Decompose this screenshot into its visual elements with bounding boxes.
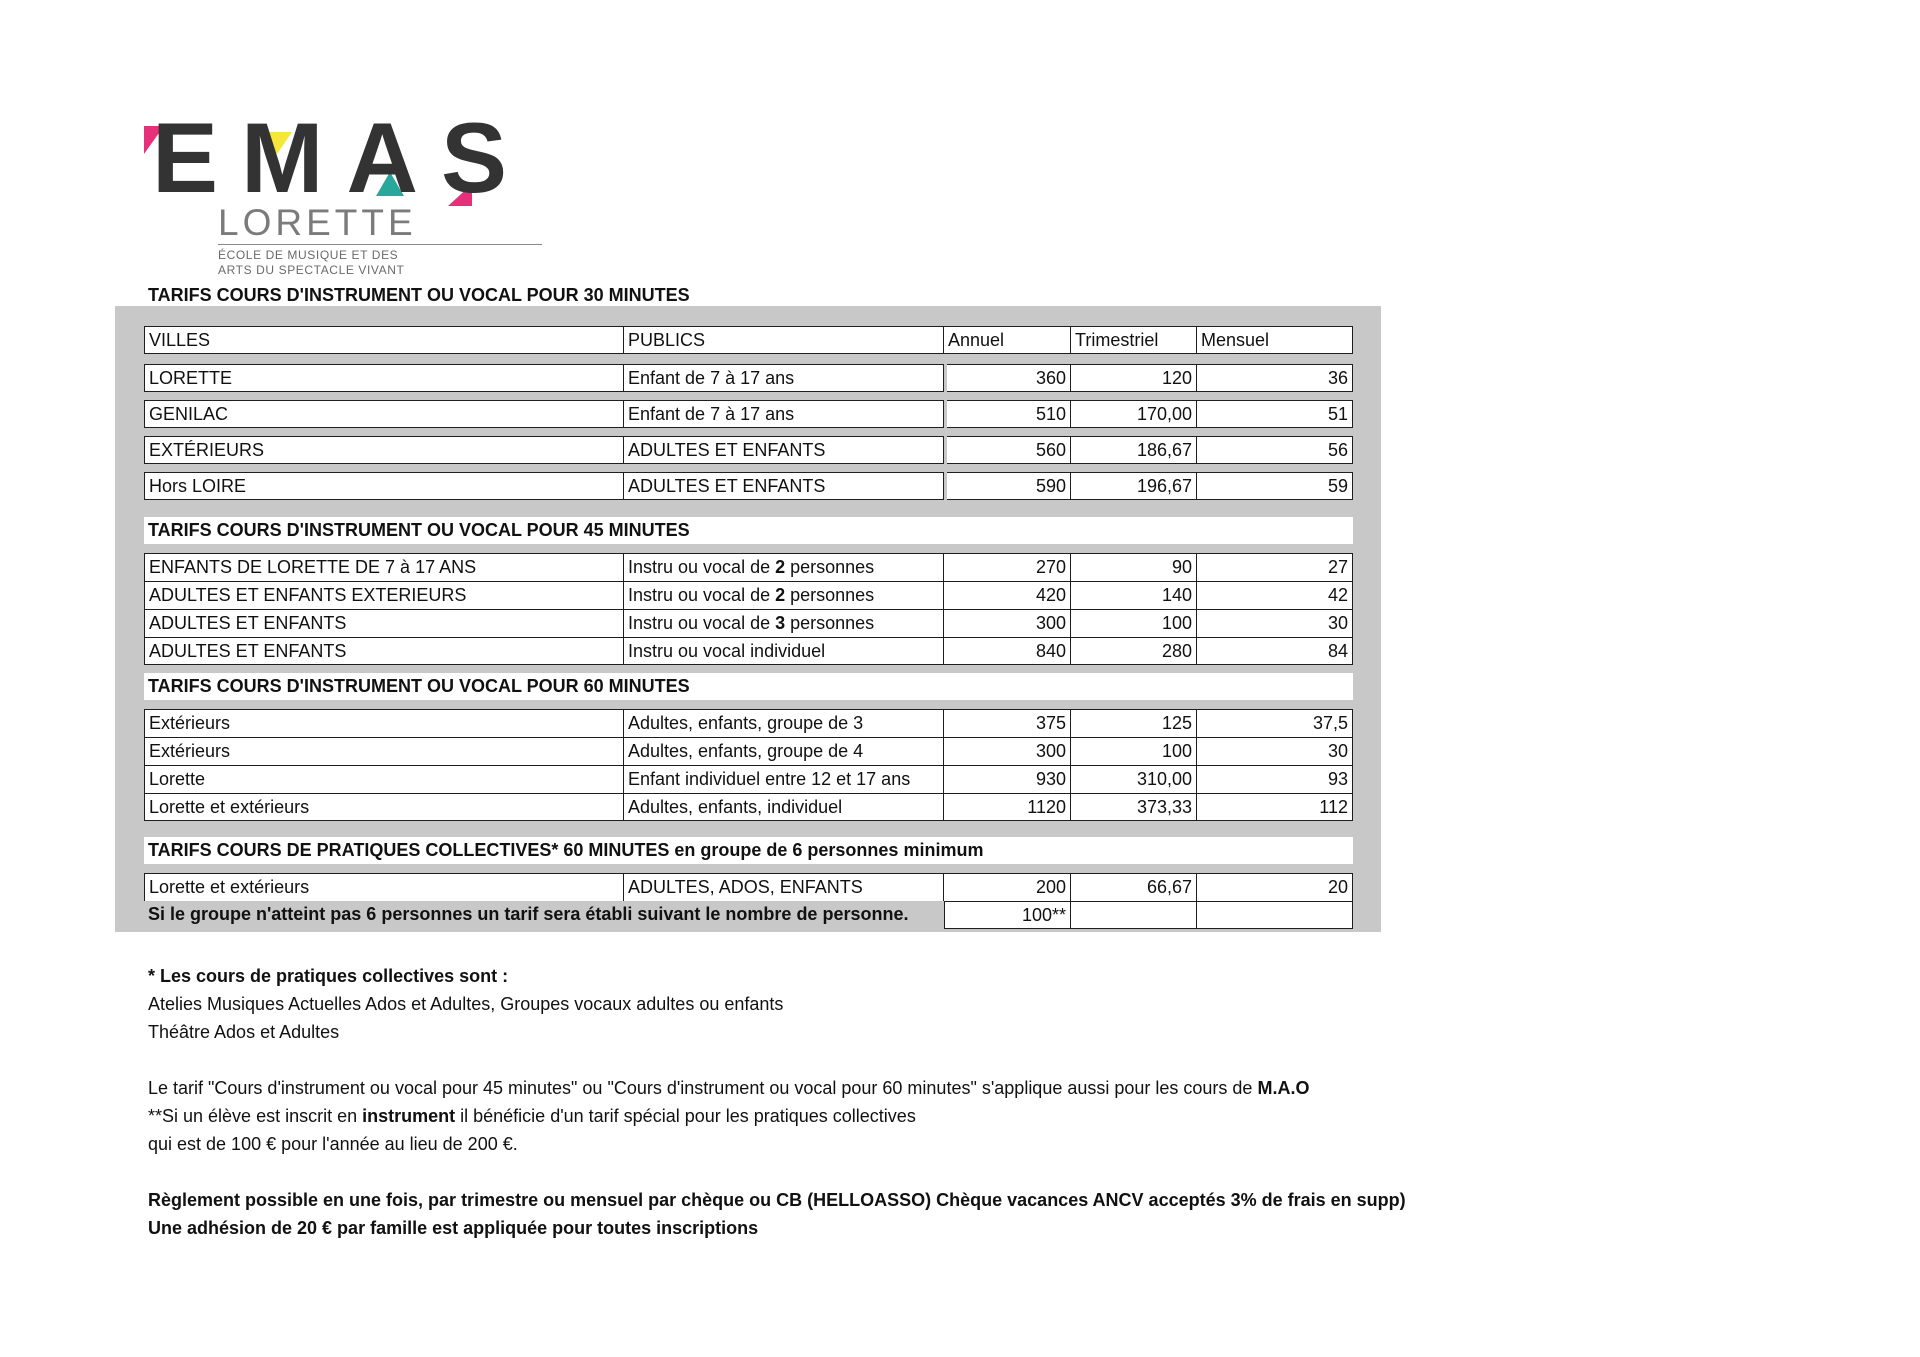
cell-ville: Lorette et extérieurs	[144, 793, 624, 821]
cell-annuel: 360	[947, 364, 1071, 392]
cell-annuel: 420	[944, 581, 1071, 609]
cell-annuel: 590	[947, 472, 1071, 500]
header-villes: VILLES	[144, 326, 624, 354]
table-row	[144, 364, 1353, 392]
table-row	[144, 709, 1353, 737]
cell-annuel: 200	[944, 873, 1071, 901]
cell-mensuel: 112	[1197, 793, 1353, 821]
table-row	[144, 873, 1353, 901]
mao-note: Le tarif "Cours d'instrument ou vocal pour 45 minutes" ou "Cours d'instrument ou vocal pour 60 minutes" s'applique aussi pour les cours de M.A.O	[148, 1078, 1310, 1098]
collectives-line-1: Atelies Musiques Actuelles Ados et Adultes, Groupes vocaux adultes ou enfants	[148, 994, 784, 1014]
cell-annuel: 510	[947, 400, 1071, 428]
cell-mensuel: 27	[1197, 553, 1353, 581]
cell-annuel: 375	[944, 709, 1071, 737]
cell-mensuel: 37,5	[1197, 709, 1353, 737]
cell-annuel: 1120	[944, 793, 1071, 821]
payment-note: Règlement possible en une fois, par trimestre ou mensuel par chèque ou CB (HELLOASSO) Chèque vacances ANCV acceptés 3% de frais en supp)	[148, 1190, 1406, 1210]
table-header-row	[144, 326, 1353, 354]
cell-annuel: 930	[944, 765, 1071, 793]
cell-annuel: 270	[944, 553, 1071, 581]
cell-trimestriel: 280	[1071, 637, 1197, 665]
cell-ville: Extérieurs	[144, 737, 624, 765]
cell-ville: Lorette	[144, 765, 624, 793]
cell-ville: ADULTES ET ENFANTS	[144, 609, 624, 637]
cell-ville: Hors LOIRE	[144, 472, 624, 500]
cell-public: Instru ou vocal individuel	[624, 637, 944, 665]
table-row	[144, 553, 1353, 581]
cell-ville: LORETTE	[144, 364, 624, 392]
cell-ville: Extérieurs	[144, 709, 624, 737]
cell-trimestriel: 100	[1071, 737, 1197, 765]
logo-tagline-1: ÉCOLE DE MUSIQUE ET DES	[218, 248, 399, 262]
table-row	[144, 637, 1353, 665]
section-30min-title: TARIFS COURS D'INSTRUMENT OU VOCAL POUR 30 MINUTES	[148, 285, 690, 305]
table-row	[144, 609, 1353, 637]
section-collectives-title: TARIFS COURS DE PRATIQUES COLLECTIVES* 60 MINUTES en groupe de 6 personnes minimum	[144, 837, 1353, 864]
collectives-title: * Les cours de pratiques collectives sont :	[148, 966, 509, 986]
cell-mensuel: 93	[1197, 765, 1353, 793]
cell-public: ADULTES ET ENFANTS	[624, 436, 944, 464]
cell-public: Adultes, enfants, individuel	[624, 793, 944, 821]
cell-annuel: 840	[944, 637, 1071, 665]
header-mensuel: Mensuel	[1197, 326, 1353, 354]
logo-tagline	[218, 248, 404, 278]
emas-logo	[142, 102, 531, 280]
table-row	[144, 400, 1353, 428]
cell-ville: GENILAC	[144, 400, 624, 428]
cell-mensuel: 56	[1197, 436, 1353, 464]
cell-ville: Lorette et extérieurs	[144, 873, 624, 901]
cell-trimestriel: 125	[1071, 709, 1197, 737]
cell-trimestriel: 310,00	[1071, 765, 1197, 793]
group-size-note: Si le groupe n'atteint pas 6 personnes un tarif sera établi suivant le nombre de personne.	[144, 901, 944, 929]
cell-public: Enfant de 7 à 17 ans	[624, 400, 944, 428]
cell-trimestriel: 170,00	[1071, 400, 1197, 428]
cell-ville: ADULTES ET ENFANTS EXTERIEURS	[144, 581, 624, 609]
table-row	[144, 765, 1353, 793]
cell-public: Adultes, enfants, groupe de 4	[624, 737, 944, 765]
cell-ville: ADULTES ET ENFANTS	[144, 637, 624, 665]
cell-public: Instru ou vocal de 2 personnes	[624, 553, 944, 581]
logo-location: LORETTE	[218, 202, 417, 243]
cell-ville: EXTÉRIEURS	[144, 436, 624, 464]
cell-public: Enfant de 7 à 17 ans	[624, 364, 944, 392]
cell-ville: ENFANTS DE LORETTE DE 7 à 17 ANS	[144, 553, 624, 581]
cell-mensuel: 42	[1197, 581, 1353, 609]
cell-public: Enfant individuel entre 12 et 17 ans	[624, 765, 944, 793]
cell-trimestriel: 90	[1071, 553, 1197, 581]
cell-trimestriel: 66,67	[1071, 873, 1197, 901]
cell-trimestriel: 186,67	[1071, 436, 1197, 464]
footnotes	[148, 962, 1406, 1242]
special-rate-note-2: qui est de 100 € pour l'année au lieu de 200 €.	[148, 1134, 518, 1154]
cell-annuel: 300	[944, 609, 1071, 637]
cell-mensuel: 51	[1197, 400, 1353, 428]
membership-note: Une adhésion de 20 € par famille est appliquée pour toutes inscriptions	[148, 1218, 759, 1238]
cell-mensuel: 20	[1197, 873, 1353, 901]
cell-mensuel-empty	[1197, 901, 1353, 929]
cell-trimestriel-empty	[1071, 901, 1197, 929]
cell-public: Adultes, enfants, groupe de 3	[624, 709, 944, 737]
logo-tagline-2: ARTS DU SPECTACLE VIVANT	[218, 263, 405, 277]
header-annuel: Annuel	[944, 326, 1071, 354]
logo-divider	[218, 244, 542, 245]
cell-annuel: 100**	[944, 901, 1071, 929]
cell-public: ADULTES, ADOS, ENFANTS	[624, 873, 944, 901]
cell-public: ADULTES ET ENFANTS	[624, 472, 944, 500]
cell-mensuel: 36	[1197, 364, 1353, 392]
table-row	[144, 472, 1353, 500]
cell-public: Instru ou vocal de 3 personnes	[624, 609, 944, 637]
table-row	[144, 793, 1353, 821]
cell-public: Instru ou vocal de 2 personnes	[624, 581, 944, 609]
cell-annuel: 300	[944, 737, 1071, 765]
section-45min-title: TARIFS COURS D'INSTRUMENT OU VOCAL POUR 45 MINUTES	[144, 517, 1353, 544]
logo-wordmark: EMAS	[152, 102, 531, 213]
cell-mensuel: 84	[1197, 637, 1353, 665]
header-trimestriel: Trimestriel	[1071, 326, 1197, 354]
special-rate-note: **Si un élève est inscrit en instrument il bénéficie d'un tarif spécial pour les pratiques collectives	[148, 1106, 916, 1126]
cell-trimestriel: 120	[1071, 364, 1197, 392]
table-row	[144, 581, 1353, 609]
cell-mensuel: 30	[1197, 609, 1353, 637]
cell-trimestriel: 373,33	[1071, 793, 1197, 821]
cell-trimestriel: 100	[1071, 609, 1197, 637]
section-60min-title: TARIFS COURS D'INSTRUMENT OU VOCAL POUR 60 MINUTES	[144, 673, 1353, 700]
cell-trimestriel: 140	[1071, 581, 1197, 609]
header-publics: PUBLICS	[624, 326, 944, 354]
table-row	[144, 436, 1353, 464]
collectives-line-2: Théâtre Ados et Adultes	[148, 1022, 340, 1042]
table-row-note	[144, 901, 1353, 929]
cell-mensuel: 30	[1197, 737, 1353, 765]
cell-trimestriel: 196,67	[1071, 472, 1197, 500]
cell-mensuel: 59	[1197, 472, 1353, 500]
table-row	[144, 737, 1353, 765]
cell-annuel: 560	[947, 436, 1071, 464]
